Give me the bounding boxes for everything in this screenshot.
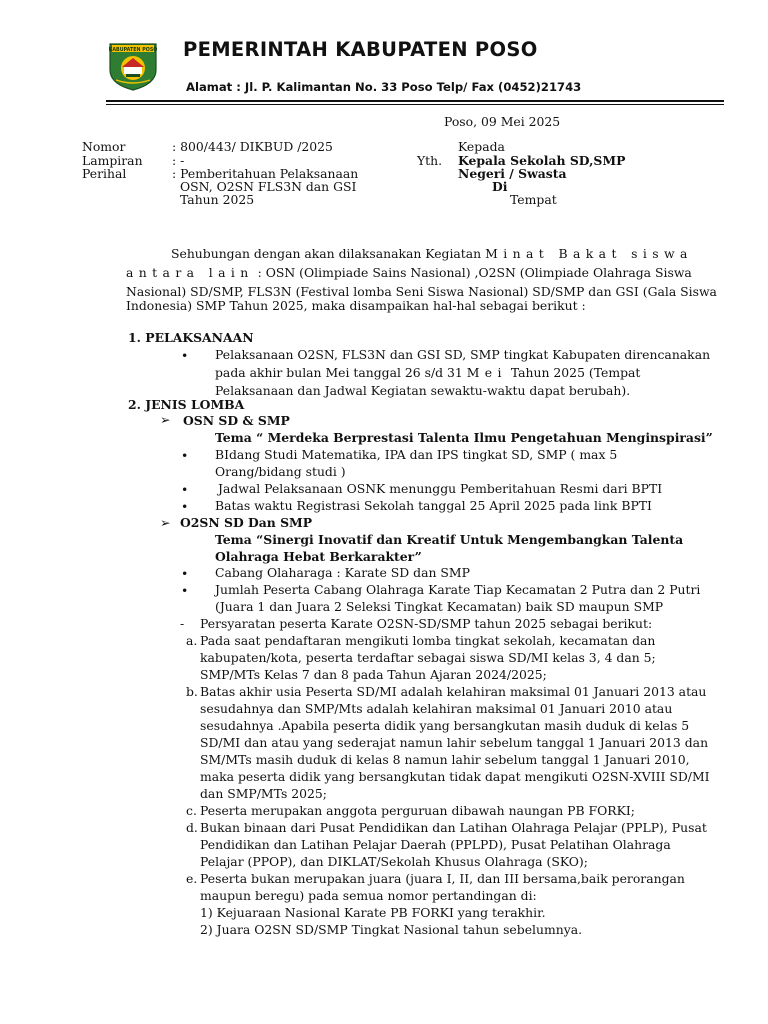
o2sn-bullet-1: Cabang Olaharaga : Karate SD dan SMP bbox=[215, 565, 470, 580]
lampiran-label: Lampiran bbox=[82, 153, 143, 168]
item-b-marker: b. bbox=[186, 684, 198, 699]
bullet-icon: • bbox=[181, 583, 189, 598]
s1-line-3: Pelaksanaan dan Jadwal Kegiatan sewaktu-waktu dapat berubah). bbox=[215, 383, 631, 398]
letterhead-rule-thick bbox=[106, 100, 724, 102]
regency-logo bbox=[104, 40, 162, 92]
nomor-label: Nomor bbox=[82, 139, 126, 154]
o2sn-bullet-2-line-2: (Juara 1 dan Juara 2 Seleksi Tingkat Kecamatan) baik SD maupun SMP bbox=[215, 599, 664, 614]
item-b-line-1: Batas akhir usia Peserta SD/MI adalah kelahiran maksimal 01 Januari 2013 atau bbox=[200, 684, 707, 699]
item-b-line-7: dan SMP/MTs 2025; bbox=[200, 786, 327, 801]
lampiran-value: : - bbox=[172, 153, 185, 168]
s1-text: pada akhir bulan Mei tanggal 26 s/d 31 bbox=[215, 365, 463, 380]
letterhead-title: PEMERINTAH KABUPATEN POSO bbox=[183, 38, 538, 61]
item-b-line-4: SD/MI dan atau yang sederajat namun lahir sebelum tanggal 1 Januari 2013 dan bbox=[200, 735, 709, 750]
item-d-line-1: Bukan binaan dari Pusat Pendidikan dan Latihan Olahraga Pelajar (PPLP), Pusat bbox=[200, 820, 707, 835]
o2sn-theme-line-1: Tema “Sinergi Inovatif dan Kreatif Untuk Mengembangkan Talenta bbox=[215, 532, 684, 547]
item-a-line-3: SMP/MTs Kelas 7 dan 8 pada Tahun Ajaran 2024/2025; bbox=[200, 667, 547, 682]
intro-text: Sehubungan dengan akan dilaksanakan Kegiatan bbox=[171, 246, 482, 261]
item-d-marker: d. bbox=[186, 820, 198, 835]
recipient-place: Tempat bbox=[510, 192, 557, 207]
s1-text-2: Tahun 2025 (Tempat bbox=[506, 365, 641, 380]
perihal-value-line2: OSN, O2SN FLS3N dan GSI bbox=[180, 179, 357, 194]
s1-line-1: Pelaksanaan O2SN, FLS3N dan GSI SD, SMP tingkat Kabupaten direncanakan bbox=[215, 347, 711, 362]
item-d-line-3: Pelajar (PPOP), dan DIKLAT/Sekolah Khusus Olahraga (SKO); bbox=[200, 854, 588, 869]
perihal-value: : Pemberitahuan Pelaksanaan bbox=[172, 166, 359, 181]
perihal-value-line3: Tahun 2025 bbox=[180, 192, 255, 207]
o2sn-theme-line-2: Olahraga Hebat Berkarakter” bbox=[215, 549, 422, 564]
osn-bullet-2: Jadwal Pelaksanaan OSNK menunggu Pemberitahuan Resmi dari BPTI bbox=[218, 481, 663, 496]
arrow-icon: ➢ bbox=[160, 412, 171, 427]
item-e-marker: e. bbox=[186, 871, 198, 886]
osn-bullet-1-line-1: BIdang Studi Matematika, IPA dan IPS tingkat SD, SMP ( max 5 bbox=[215, 447, 618, 462]
osn-heading: OSN SD & SMP bbox=[183, 413, 290, 428]
letterhead-rule-thin bbox=[106, 104, 724, 105]
perihal-label: Perihal bbox=[82, 166, 127, 181]
bullet-icon: • bbox=[181, 348, 189, 363]
item-b-line-3: sesudahnya .Apabila peserta didik yang bersangkutan masih duduk di kelas 5 bbox=[200, 718, 690, 733]
letter-date: Poso, 09 Mei 2025 bbox=[444, 114, 561, 129]
bullet-icon: • bbox=[181, 448, 189, 463]
intro-spaced-text-2: antara lain bbox=[126, 265, 254, 280]
intro-line-4: Indonesia) SMP Tahun 2025, maka disampaikan hal-hal sebagai berikut : bbox=[126, 298, 586, 313]
letterhead-address: Alamat : Jl. P. Kalimantan No. 33 Poso Telp/ Fax (0452)21743 bbox=[186, 80, 582, 94]
recipient-name: Kepala Sekolah SD,SMP bbox=[458, 153, 626, 168]
bullet-icon: • bbox=[181, 499, 189, 514]
osn-theme: Tema “ Merdeka Berprestasi Talenta Ilmu Pengetahuan Menginspirasi” bbox=[215, 430, 713, 445]
section-1-heading: 1. PELAKSANAAN bbox=[128, 330, 254, 345]
item-a-line-2: kabupaten/kota, peserta terdaftar sebagai siswa SD/MI kelas 3, 4 dan 5; bbox=[200, 650, 656, 665]
item-e-line-2: maupun beregu) pada semua nomor pertandingan di: bbox=[200, 888, 537, 903]
o2sn-bullet-2-line-1: Jumlah Peserta Cabang Olahraga Karate Tiap Kecamatan 2 Putra dan 2 Putri bbox=[215, 582, 701, 597]
s1-line-2 bbox=[215, 365, 640, 380]
intro-line-3: Nasional) SD/SMP, FLS3N (Festival lomba Seni Siswa Nasional) SD/SMP dan GSI (Gala Siswa bbox=[126, 284, 717, 299]
s1-spaced-month: Mei bbox=[466, 365, 507, 380]
intro-spaced-text: Minat Bakat siswa bbox=[485, 246, 693, 261]
dash-marker: - bbox=[180, 616, 185, 631]
section-2-heading: 2. JENIS LOMBA bbox=[128, 397, 245, 412]
item-b-line-2: sesudahnya dan SMP/Mts adalah kelahiran maksimal 01 Januari 2010 atau bbox=[200, 701, 673, 716]
recipient-status: Negeri / Swasta bbox=[458, 166, 567, 181]
item-c-line-1: Peserta merupakan anggota perguruan dibawah naungan PB FORKI; bbox=[200, 803, 635, 818]
intro-line-2 bbox=[126, 265, 692, 280]
bullet-icon: • bbox=[181, 566, 189, 581]
item-e-line-3: 1) Kejuaraan Nasional Karate PB FORKI yang terakhir. bbox=[200, 905, 546, 920]
item-b-line-6: maka peserta didik yang bersangkutan tidak dapat mengikuti O2SN-XVIII SD/MI bbox=[200, 769, 710, 784]
intro-text-2: : OSN (Olimpiade Sains Nasional) ,O2SN (Olimpiade Olahraga Siswa bbox=[253, 265, 692, 280]
intro-line-1 bbox=[171, 246, 693, 261]
item-e-line-4: 2) Juara O2SN SD/SMP Tingkat Nasional tahun sebelumnya. bbox=[200, 922, 583, 937]
logo-caption: KABUPATEN POSO bbox=[108, 48, 158, 53]
nomor-value: : 800/443/ DIKBUD /2025 bbox=[172, 139, 333, 154]
requirements-intro: Persyaratan peserta Karate O2SN-SD/SMP tahun 2025 sebagai berikut: bbox=[200, 616, 653, 631]
osn-bullet-1-line-2: Orang/bidang studi ) bbox=[215, 464, 346, 479]
item-b-line-5: SM/MTs masih duduk di kelas 8 namun lahir sebelum tanggal 1 Januari 2010, bbox=[200, 752, 690, 767]
item-a-marker: a. bbox=[186, 633, 198, 648]
item-d-line-2: Pendidikan dan Latihan Pelajar Daerah (PPLPD), Pusat Pelatihan Olahraga bbox=[200, 837, 671, 852]
item-c-marker: c. bbox=[186, 803, 197, 818]
item-a-line-1: Pada saat pendaftaran mengikuti lomba tingkat sekolah, kecamatan dan bbox=[200, 633, 656, 648]
bullet-icon: • bbox=[181, 482, 189, 497]
yth-label: Yth. bbox=[417, 153, 443, 168]
o2sn-heading: O2SN SD Dan SMP bbox=[180, 515, 313, 530]
recipient-di: Di bbox=[492, 179, 508, 194]
osn-bullet-3: Batas waktu Registrasi Sekolah tanggal 25 April 2025 pada link BPTI bbox=[215, 498, 652, 513]
item-e-line-1: Peserta bukan merupakan juara (juara I, II, dan III bersama,baik perorangan bbox=[200, 871, 685, 886]
arrow-icon: ➢ bbox=[160, 515, 171, 530]
kepada-label: Kepada bbox=[458, 139, 505, 154]
